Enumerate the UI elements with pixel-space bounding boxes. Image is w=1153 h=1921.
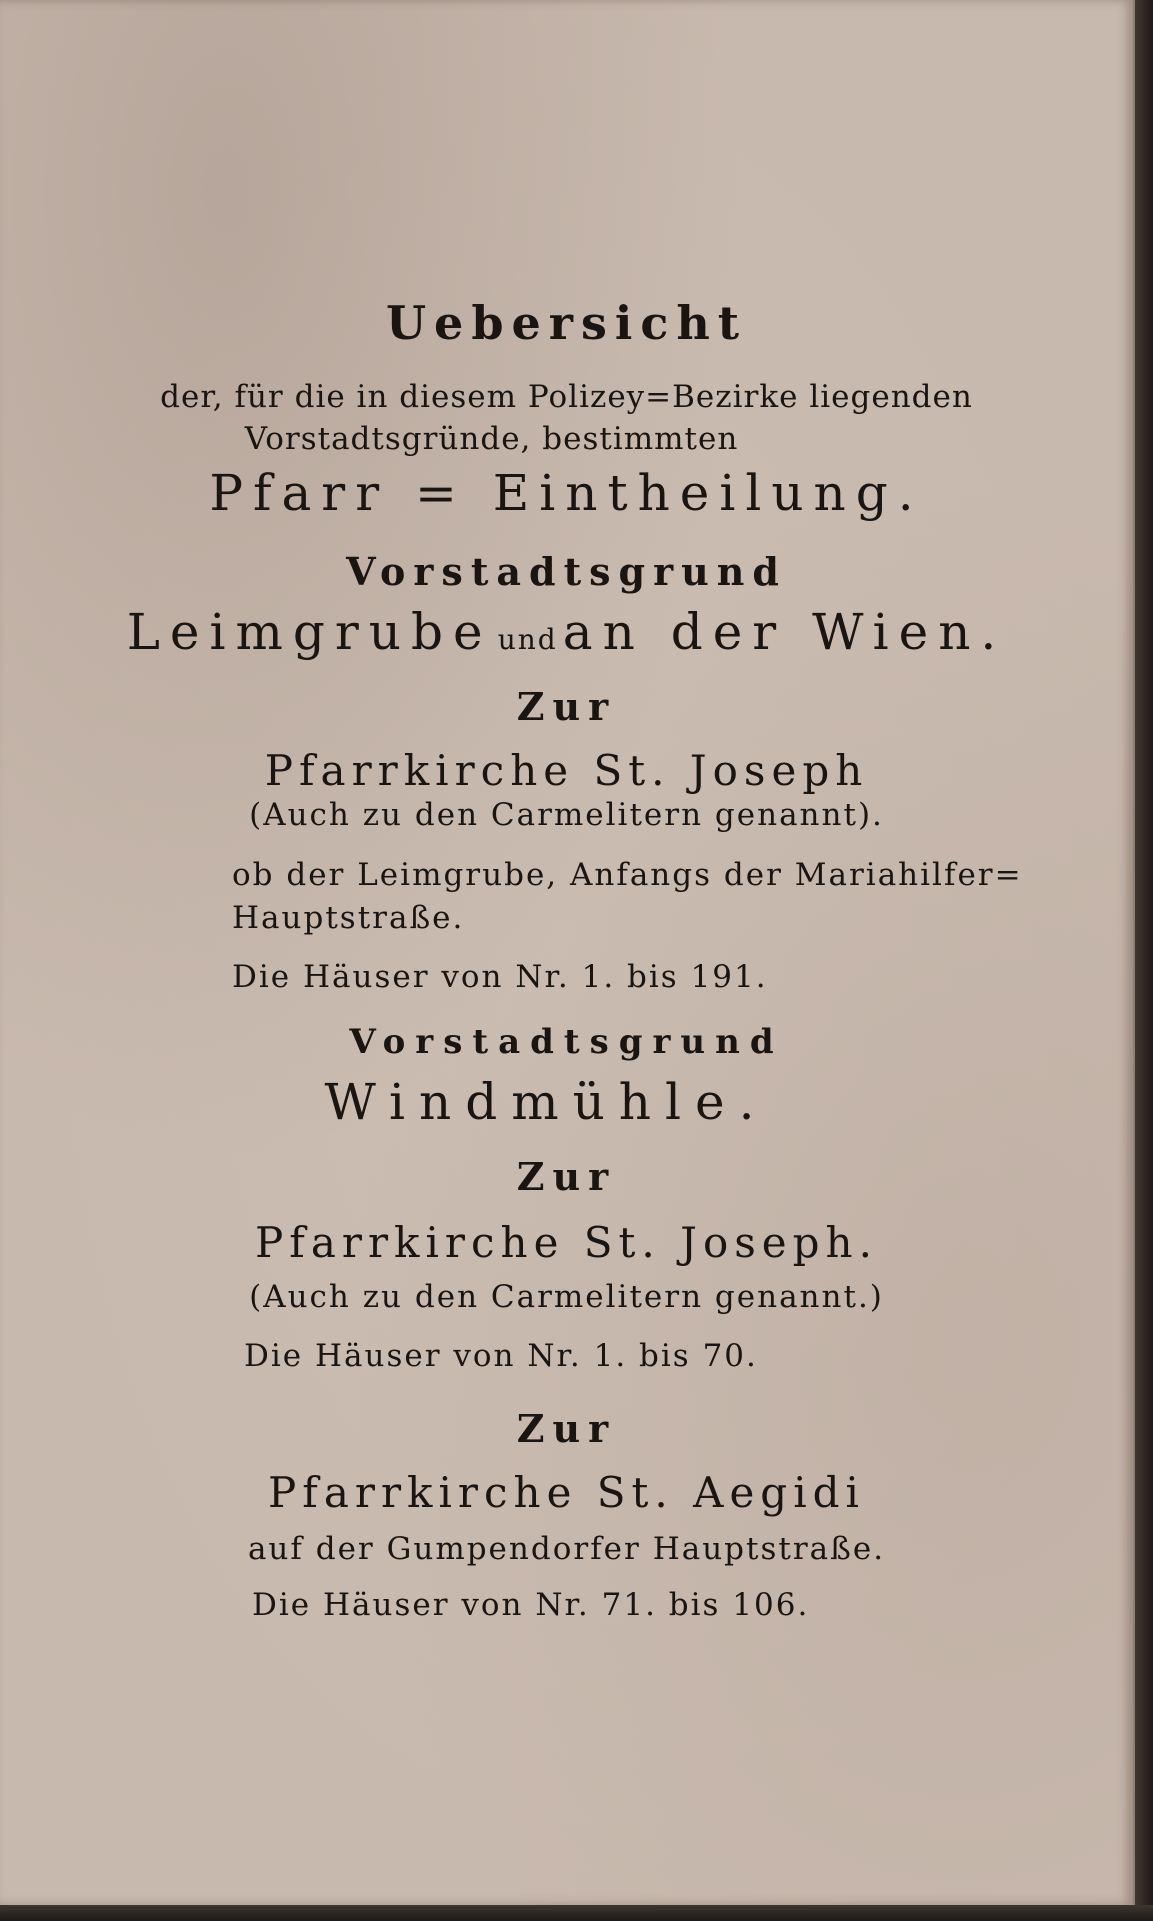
section1-church-note: (Auch zu den Carmelitern genannt).: [249, 797, 884, 833]
section1-name-a: Leimgrube: [126, 603, 493, 661]
section1-name-row: [0, 603, 1133, 661]
section2-zur-2: Zur: [516, 1406, 617, 1451]
section2-church-1-note: (Auch zu den Carmelitern genannt.): [249, 1279, 884, 1315]
section2-label: Vorstadtsgrund: [349, 1022, 784, 1062]
section2-houses-1: Die Häuser von Nr. 1. bis 70.: [244, 1338, 758, 1374]
section2-church-1: Pfarrkirche St. Joseph.: [255, 1218, 878, 1267]
section1-label: Vorstadtsgrund: [346, 549, 787, 594]
section1-zur: Zur: [516, 684, 617, 729]
section2-church-2: Pfarrkirche St. Aegidi: [268, 1468, 865, 1517]
section1-houses: Die Häuser von Nr. 1. bis 191.: [232, 959, 768, 995]
section2-name: Windmühle.: [324, 1073, 769, 1131]
subtitle-line-3: Pfarr = Eintheilung.: [209, 464, 924, 522]
section2-church-2-location: auf der Gumpendorfer Hauptstraße.: [247, 1531, 886, 1567]
subtitle-line-2: Vorstadtsgründe, bestimmten: [244, 421, 739, 457]
section1-connector: und: [497, 623, 558, 656]
section1-location-line-1: ob der Leimgrube, Anfangs der Mariahilfer=: [232, 857, 1023, 893]
subtitle-line-1: der, für die in diesem Polizey=Bezirke liegenden: [160, 379, 973, 415]
section2-zur-1: Zur: [516, 1154, 617, 1199]
page-title: Uebersicht: [385, 296, 748, 350]
section1-location-line-2: Hauptstraße.: [232, 900, 465, 936]
section1-name-b: an der Wien.: [562, 603, 1007, 661]
section1-church: Pfarrkirche St. Joseph: [264, 746, 869, 795]
page-bottom-shadow: [0, 1905, 1153, 1921]
section2-houses-2: Die Häuser von Nr. 71. bis 106.: [252, 1587, 810, 1623]
